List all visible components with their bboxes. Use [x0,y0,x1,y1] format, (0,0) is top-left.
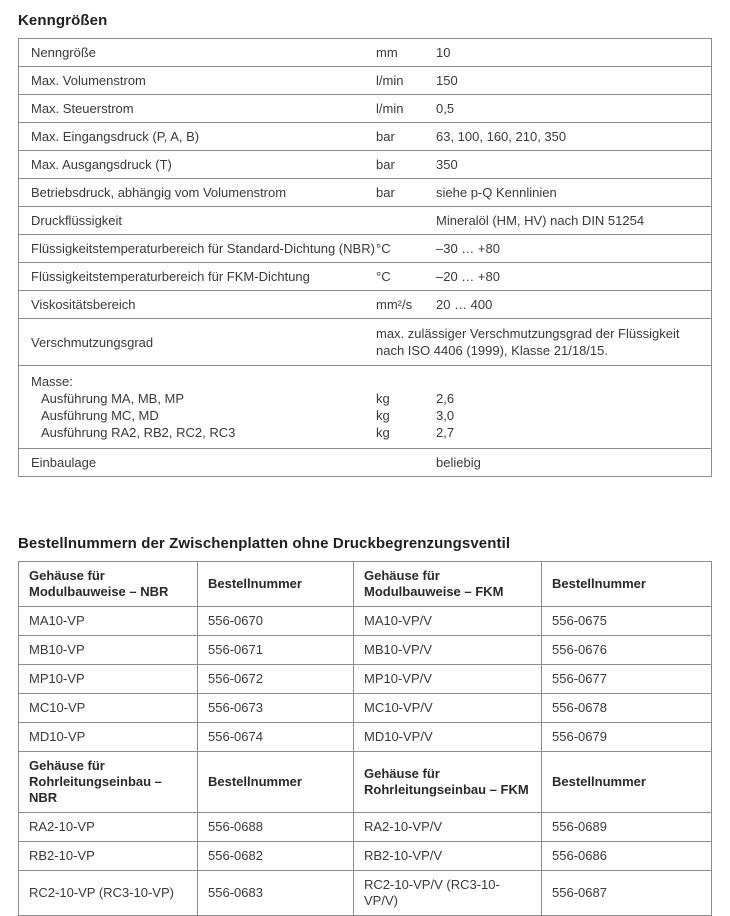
masse-item-label: Ausführung MC, MD [41,408,159,423]
bestellnummern-table [18,561,712,916]
header-line: Gehäuse für [29,758,105,773]
order-number: 556-0688 [197,813,353,841]
header-line: Rohrleitungseinbau – FKM [364,782,529,797]
section-title-bestellnummern: Bestellnummern der Zwischenplatten ohne Druckbegrenzungsventil [18,535,511,552]
blank-line [436,373,699,390]
part-number: RC2-10-VP/V (RC3-10-VP/V) [353,871,541,915]
spec-label: Max. Eingangsdruck (P, A, B) [31,129,200,144]
spec-row [19,234,711,262]
order-number: 556-0673 [197,694,353,722]
spec-unit: bar [376,185,395,200]
section-title-kenngroessen: Kenngrößen [18,12,108,29]
part-number: MD10-VP/V [353,723,541,751]
kenngroessen-table [18,38,712,477]
spec-label: Flüssigkeitstemperaturbereich für FKM-Dichtung [31,269,310,284]
spec-row [19,448,711,476]
spec-row-verschmutzungsgrad [19,318,711,365]
table-row [19,635,711,664]
order-number: 556-0672 [197,665,353,693]
part-number: RA2-10-VP [29,819,95,834]
header-cell [353,562,541,606]
table-header-row [19,751,711,812]
spec-unit: mm²/s [376,297,413,312]
order-number: 556-0689 [541,813,711,841]
table-row [19,841,711,870]
part-number: MC10-VP [29,700,86,715]
spec-row [19,150,711,178]
spec-row [19,262,711,290]
spec-unit: °C [376,241,391,256]
spec-label: Max. Steuerstrom [31,101,134,116]
masse-item-unit: kg [376,391,390,406]
spec-label: Betriebsdruck, abhängig vom Volumenstrom [31,185,287,200]
spec-value: 20 … 400 [436,297,493,312]
spec-value: siehe p-Q Kennlinien [436,185,557,200]
order-number: 556-0687 [541,871,711,915]
spec-row [19,206,711,234]
table-header-row [19,562,711,606]
part-number: MC10-VP/V [353,694,541,722]
table-row [19,693,711,722]
header-line: Gehäuse für [364,766,440,781]
spec-value-multiline [376,325,699,359]
masse-item-unit: kg [376,425,390,440]
masse-units [376,373,436,441]
order-number: 556-0683 [197,871,353,915]
order-number: 556-0676 [541,636,711,664]
part-number: MB10-VP [29,642,85,657]
masse-labels [31,373,376,441]
header-cell [19,562,197,606]
header-line: Modulbauweise – NBR [29,584,169,599]
table-row [19,870,711,915]
spec-row [19,39,711,66]
spec-label: Einbaulage [31,455,97,470]
table-row [19,606,711,635]
spec-unit: l/min [376,73,404,88]
spec-unit: °C [376,269,391,284]
header-cell: Bestellnummer [197,752,353,812]
order-number: 556-0679 [541,723,711,751]
part-number: MD10-VP [29,729,86,744]
spec-value: –30 … +80 [436,241,500,256]
spec-value: 63, 100, 160, 210, 350 [436,129,567,144]
spec-row [19,178,711,206]
header-line: Modulbauweise – FKM [364,584,504,599]
spec-label: Viskositätsbereich [31,297,136,312]
spec-row [19,122,711,150]
part-number: MA10-VP [29,613,85,628]
part-number: RC2-10-VP (RC3-10-VP) [29,885,174,900]
spec-value: 0,5 [436,101,455,116]
table-row [19,722,711,751]
masse-title: Masse: [31,374,73,389]
spec-unit: bar [376,157,395,172]
spec-value: 10 [436,45,451,60]
order-number: 556-0671 [197,636,353,664]
spec-value-line: nach ISO 4406 (1999), Klasse 21/18/15. [376,343,608,358]
spec-label: Flüssigkeitstemperaturbereich für Standard-Dichtung (NBR) [31,241,375,256]
spec-value-line: max. zulässiger Verschmutzungsgrad der Flüssigkeit [376,326,680,341]
spec-value: 350 [436,157,458,172]
spec-label: Druckflüssigkeit [31,213,123,228]
masse-item-label: Ausführung RA2, RB2, RC2, RC3 [41,425,236,440]
order-number: 556-0678 [541,694,711,722]
part-number: MP10-VP/V [353,665,541,693]
spec-row-masse [19,365,711,448]
masse-item-value: 2,6 [436,391,455,406]
masse-values [436,373,699,441]
order-number: 556-0686 [541,842,711,870]
order-number: 556-0677 [541,665,711,693]
section-bestellnummern [18,535,712,916]
spec-label: Max. Volumenstrom [31,73,146,88]
table-row [19,812,711,841]
masse-item-unit: kg [376,408,390,423]
masse-item-value: 2,7 [436,425,455,440]
header-line: Gehäuse für [364,568,440,583]
spec-row [19,66,711,94]
masse-item-label: Ausführung MA, MB, MP [41,391,185,406]
order-number: 556-0670 [197,607,353,635]
header-line: Gehäuse für [29,568,105,583]
spec-value: 150 [436,73,458,88]
order-number: 556-0682 [197,842,353,870]
spec-value: –20 … +80 [436,269,500,284]
part-number: MP10-VP [29,671,85,686]
spec-unit: mm [376,45,398,60]
header-cell [353,752,541,812]
spec-value: Mineralöl (HM, HV) nach DIN 51254 [436,213,645,228]
spec-row [19,94,711,122]
spec-unit: l/min [376,101,404,116]
order-number: 556-0675 [541,607,711,635]
header-cell [19,752,197,812]
blank-line [376,373,436,390]
spec-unit: bar [376,129,395,144]
header-cell: Bestellnummer [541,562,711,606]
part-number: MB10-VP/V [353,636,541,664]
header-cell: Bestellnummer [197,562,353,606]
part-number: RB2-10-VP/V [353,842,541,870]
part-number: MA10-VP/V [353,607,541,635]
header-cell: Bestellnummer [541,752,711,812]
spec-row [19,290,711,318]
table-row [19,664,711,693]
spec-label: Verschmutzungsgrad [31,334,154,350]
spec-label: Max. Ausgangsdruck (T) [31,157,172,172]
order-number: 556-0674 [197,723,353,751]
header-line: Rohrleitungseinbau – NBR [29,774,162,805]
part-number: RA2-10-VP/V [353,813,541,841]
part-number: RB2-10-VP [29,848,95,863]
masse-item-value: 3,0 [436,408,455,423]
spec-value: beliebig [436,455,481,470]
spec-label: Nenngröße [31,45,97,60]
